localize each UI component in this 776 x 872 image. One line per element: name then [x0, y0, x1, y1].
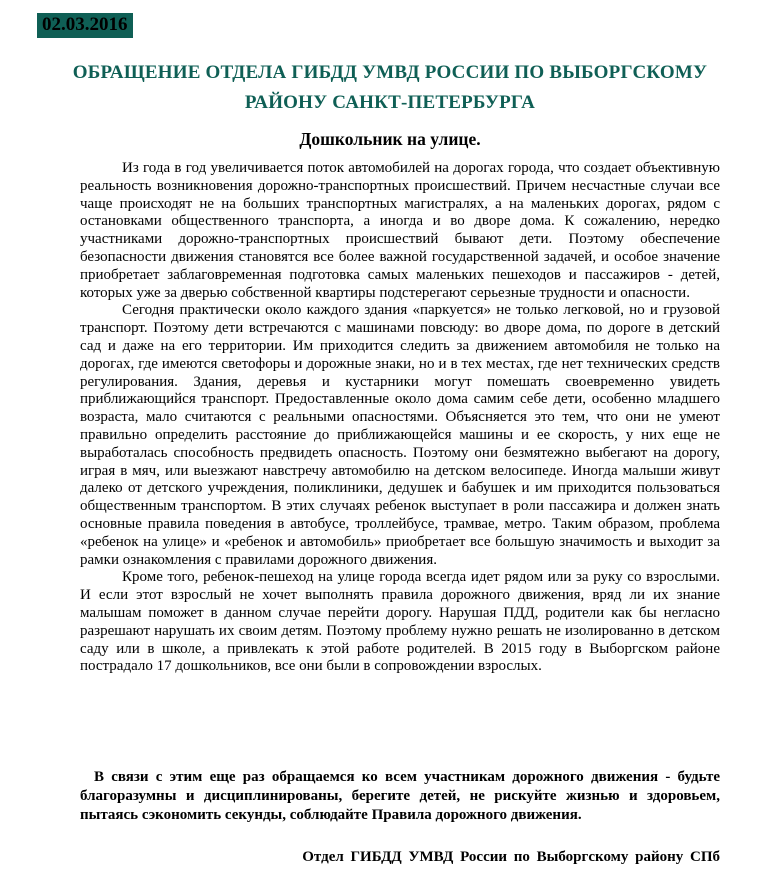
article-body — [80, 160, 720, 676]
appeal-text-content: В связи с этим еще раз обращаемся ко всем участникам дорожного движения - будьте благоразумны и дисциплинированы, берегите детей, не рискуйте жизнью и здоровьем, пытаясь сэкономить секунды, соблюдайте Правила дорожного движения. — [80, 769, 720, 823]
page-title: ОБРАЩЕНИЕ ОТДЕЛА ГИБДД УМВД РОССИИ ПО ВЫБОРГСКОМУ РАЙОНУ САНКТ-ПЕТЕРБУРГА — [72, 62, 708, 113]
signature: Отдел ГИБДД УМВД России по Выборгскому району СПб — [302, 849, 720, 865]
paragraph: Из года в год увеличивается поток автомобилей на дорогах города, что создает объективную реальность возникновения дорожно-транспортных происшествий. Причем несчастные случаи все чаще происходят не на больших транспортных магистралях, а на маленьких дорогах, рядом с остановками общественного транспорта, а иногда и во дворе дома. К сожалению, нередко участниками дорожно-транспортных происшествий бывают дети. Поэтому обеспечение безопасности движения становятся все более важной государственной задачей, и особое значение приобретает заблаговременная подготовка самых маленьких пешеходов и пассажиров - детей, которых уже за дверью собственной квартиры подстерегают серьезные трудности и опасности. — [80, 160, 720, 301]
article-subtitle: Дошкольник на улице. — [299, 129, 481, 149]
paragraph: Кроме того, ребенок-пешеход на улице города всегда идет рядом или за руку со взрослыми. И если этот взрослый не хочет выполнять правила дорожного движения, вряд ли их знание малышам поможет в данном случае перейти дорогу. Нарушая ПДД, родители как бы негласно разрешают нарушать их своим детям. Поэтому проблему нужно решать не изолированно в детском саду или в школе, а привлекать к этой работе родителей. В 2015 году в Выборгском районе пострадало 17 дошкольников, все они были в сопровождении взрослых. — [80, 569, 720, 675]
paragraph: Сегодня практически около каждого здания «паркуется» не только легковой, но и грузовой транспорт. Поэтому дети встречаются с машинами повсюду: во дворе дома, по дороге в детский сад и даже на его территории. Им приходится следить за движением автомобиля не только на дорогах, где имеются светофоры и дорожные знаки, но и в тех местах, где нет технических средств регулирования. Здания, деревья и кустарники могут помешать своевременно увидеть приближающийся транспорт. Предоставленные около дома самим себе дети, особенно младшего возраста, мало считаются с реальными опасностями. Объясняется это тем, что они не умеют правильно определить расстояние до приближающейся машины и ее скорость, у них еще не выработалась способность предвидеть опасность. Поэтому они безмятежно выбегают на дорогу, играя в мяч, или выезжают навстречу автомобилю на детском велосипеде. Иногда малыши живут далеко от детского учреждения, поликлиники, дедушек и бабушек и им приходится пользоваться общественным транспортом. В этих случаях ребенок выступает в роли пассажира и должен знать основные правила поведения в автобусе, троллейбусе, трамвае, метро. Таким образом, проблема «ребенок на улице» и «ребенок и автомобиль» приобретает все большую значимость и выходит за рамки ознакомления с правилами дорожного движения. — [80, 302, 720, 568]
date-badge: 02.03.2016 — [37, 13, 133, 38]
appeal-text — [80, 768, 720, 825]
